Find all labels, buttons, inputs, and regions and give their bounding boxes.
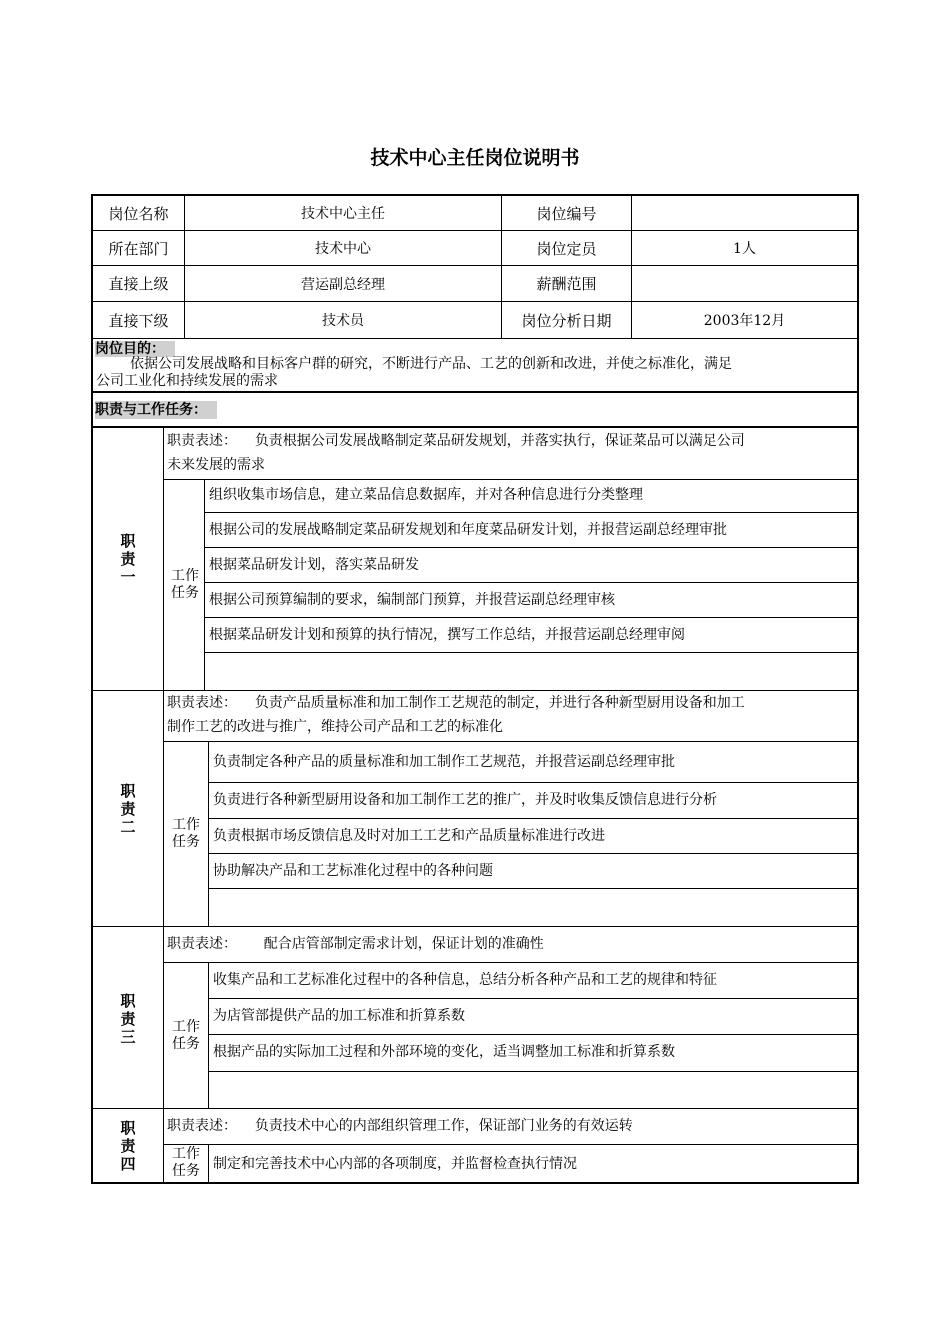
duty-desc-line1: 职责表述： 负责根据公司发展战略制定菜品研发规划，并落实执行，保证菜品可以满足公司 [167, 433, 745, 449]
duty-desc-line2: 未来发展的需求 [167, 457, 265, 473]
duty-name: 职 责 四 [120, 1119, 136, 1173]
label-headcount: 岗位定员 [502, 231, 632, 266]
task-item: 协助解决产品和工艺标准化过程中的各种问题 [213, 863, 493, 879]
value-salary-range [632, 266, 857, 302]
task-item: 负责制定各种产品的质量标准和加工制作工艺规范，并报营运副总经理审批 [213, 754, 675, 770]
duty-desc-line1: 职责表述： 配合店管部制定需求计划，保证计划的准确性 [167, 936, 544, 952]
task-item: 根据菜品研发计划和预算的执行情况，撰写工作总结，并报营运副总经理审阅 [209, 627, 685, 643]
task-label: 工作 任务 [172, 1019, 200, 1052]
label-department: 所在部门 [93, 231, 185, 266]
duty-desc-line1: 职责表述： 负责技术中心的内部组织管理工作，保证部门业务的有效运转 [167, 1118, 633, 1134]
label-analysis-date: 岗位分析日期 [502, 302, 632, 339]
divider [93, 391, 857, 393]
task-item: 为店管部提供产品的加工标准和折算系数 [213, 1008, 465, 1024]
label-subordinate: 直接下级 [93, 302, 185, 339]
value-position-name: 技术中心主任 [185, 196, 502, 231]
value-analysis-date: 2003年12月 [632, 302, 857, 339]
purpose-text-line2: 公司工业化和持续发展的需求 [96, 373, 278, 389]
value-subordinate: 技术员 [185, 302, 502, 339]
task-item: 组织收集市场信息，建立菜品信息数据库，并对各种信息进行分类整理 [209, 487, 643, 503]
page-title: 技术中心主任岗位说明书 [370, 147, 580, 169]
label-supervisor: 直接上级 [93, 266, 185, 302]
divider [93, 426, 857, 428]
task-item: 制定和完善技术中心内部的各项制度，并监督检查执行情况 [213, 1156, 577, 1172]
label-salary-range: 薪酬范围 [502, 266, 632, 302]
duty-desc-line1: 职责表述： 负责产品质量标准和加工制作工艺规范的制定，并进行各种新型厨用设备和加工 [167, 695, 745, 711]
duty-desc-line2: 制作工艺的改进与推广，维持公司产品和工艺的标准化 [167, 719, 503, 735]
value-supervisor: 营运副总经理 [185, 266, 502, 302]
task-item: 根据公司的发展战略制定菜品研发规划和年度菜品研发计划，并报营运副总经理审批 [209, 522, 727, 538]
duty-name: 职 责 一 [120, 532, 136, 586]
purpose-text-line1: 依据公司发展战略和目标客户群的研究，不断进行产品、工艺的创新和改进，并使之标准化，满足 [130, 356, 732, 372]
task-item: 负责根据市场反馈信息及时对加工工艺和产品质量标准进行改进 [213, 828, 605, 844]
task-item: 根据产品的实际加工过程和外部环境的变化，适当调整加工标准和折算系数 [213, 1044, 675, 1060]
task-label: 工作 任务 [172, 1146, 200, 1179]
value-position-code [632, 196, 857, 231]
task-item: 收集产品和工艺标准化过程中的各种信息，总结分析各种产品和工艺的规律和特征 [213, 972, 717, 988]
purpose-heading: 岗位目的： [95, 341, 175, 357]
job-description-table [91, 194, 859, 1184]
task-label: 工作 任务 [171, 568, 199, 601]
task-item: 根据公司预算编制的要求，编制部门预算，并报营运副总经理审核 [209, 592, 615, 608]
task-label: 工作 任务 [172, 817, 200, 850]
value-department: 技术中心 [185, 231, 502, 266]
label-position-name: 岗位名称 [93, 196, 185, 231]
duty-name: 职 责 二 [120, 782, 136, 836]
task-item: 负责进行各种新型厨用设备和加工制作工艺的推广，并及时收集反馈信息进行分析 [213, 792, 717, 808]
value-headcount: 1人 [632, 231, 857, 266]
label-position-code: 岗位编号 [502, 196, 632, 231]
task-item: 根据菜品研发计划，落实菜品研发 [209, 557, 419, 573]
duty-name: 职 责 三 [120, 992, 136, 1046]
duties-heading: 职责与工作任务： [95, 401, 217, 419]
